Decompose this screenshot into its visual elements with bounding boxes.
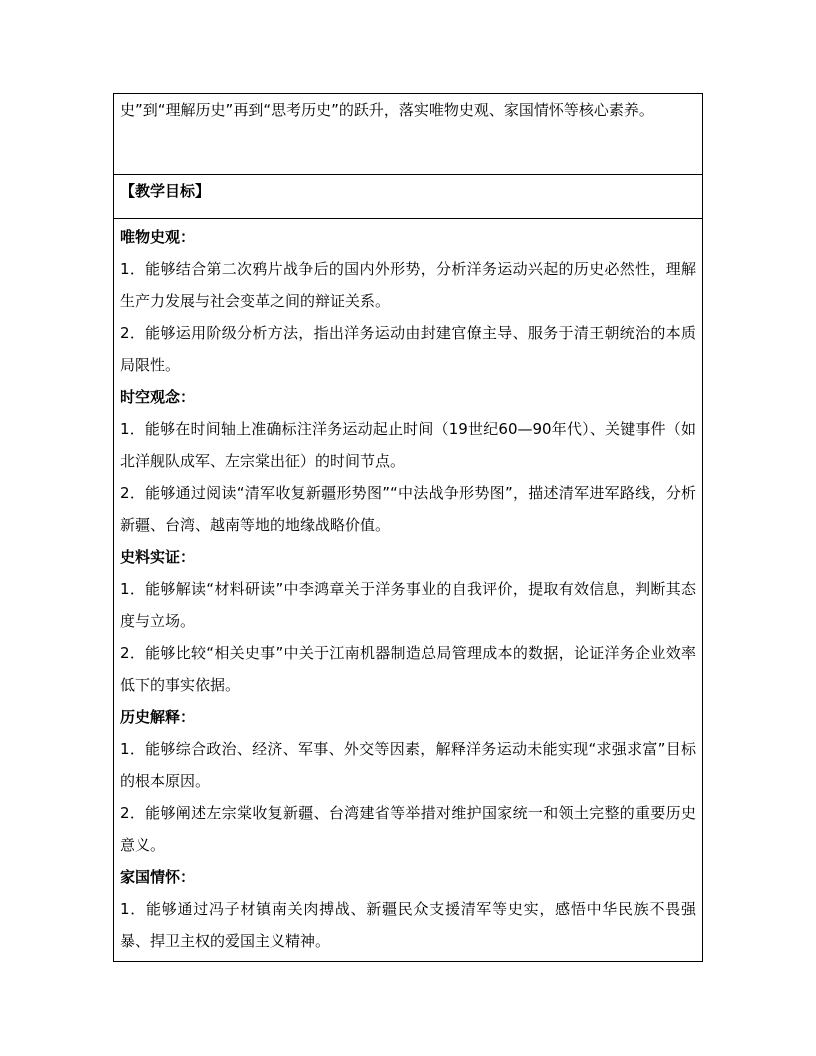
section-evidence xyxy=(120,541,696,701)
objective-item: 1．能够结合第二次鸦片战争后的国内外形势，分析洋务运动兴起的历史必然性，理解生产力发展与社会变革之间的辩证关系。 xyxy=(120,260,696,310)
objective-item: 1．能够解读“材料研读”中李鸿章关于洋务事业的自我评价，提取有效信息，判断其态度与立场。 xyxy=(120,580,696,630)
section-title: 史料实证： xyxy=(120,548,196,566)
section-title: 时空观念： xyxy=(120,388,196,406)
section-interpretation xyxy=(120,701,696,861)
lesson-plan-table xyxy=(113,93,703,962)
intro-paragraph: 史”到“理解历史”再到“思考历史”的跃升，落实唯物史观、家国情怀等核心素养。 xyxy=(120,101,654,119)
section-materialism xyxy=(120,221,696,381)
intro-cell xyxy=(114,94,702,174)
objective-item: 2．能够阐述左宗棠收复新疆、台湾建省等举措对维护国家统一和领土完整的重要历史意义。 xyxy=(120,804,696,854)
objective-item: 1．能够通过冯子材镇南关肉搏战、新疆民众支援清军等史实，感悟中华民族不畏强暴、捍卫主权的爱国主义精神。 xyxy=(120,900,696,950)
objective-item: 1．能够在时间轴上准确标注洋务运动起止时间（19世纪60—90年代）、关键事件（如北洋舰队成军、左宗棠出征）的时间节点。 xyxy=(120,420,696,470)
objective-item: 1．能够综合政治、经济、军事、外交等因素，解释洋务运动未能实现“求强求富”目标的根本原因。 xyxy=(120,740,696,790)
objectives-heading: 【教学目标】 xyxy=(120,182,211,200)
section-title: 家国情怀： xyxy=(120,868,196,886)
objective-item: 2．能够运用阶级分析方法，指出洋务运动由封建官僚主导、服务于清王朝统治的本质局限性。 xyxy=(120,324,696,374)
section-patriotism xyxy=(120,861,696,957)
objective-item: 2．能够通过阅读“清军收复新疆形势图”“中法战争形势图”，描述清军进军路线，分析新疆、台湾、越南等地的地缘战略价值。 xyxy=(120,484,696,534)
objectives-body-cell xyxy=(114,218,702,961)
objective-item: 2．能够比较“相关史事”中关于江南机器制造总局管理成本的数据，论证洋务企业效率低下的事实依据。 xyxy=(120,644,696,694)
section-title: 唯物史观： xyxy=(120,228,196,246)
section-title: 历史解释： xyxy=(120,708,196,726)
section-space-time xyxy=(120,381,696,541)
objectives-heading-cell xyxy=(114,174,702,218)
